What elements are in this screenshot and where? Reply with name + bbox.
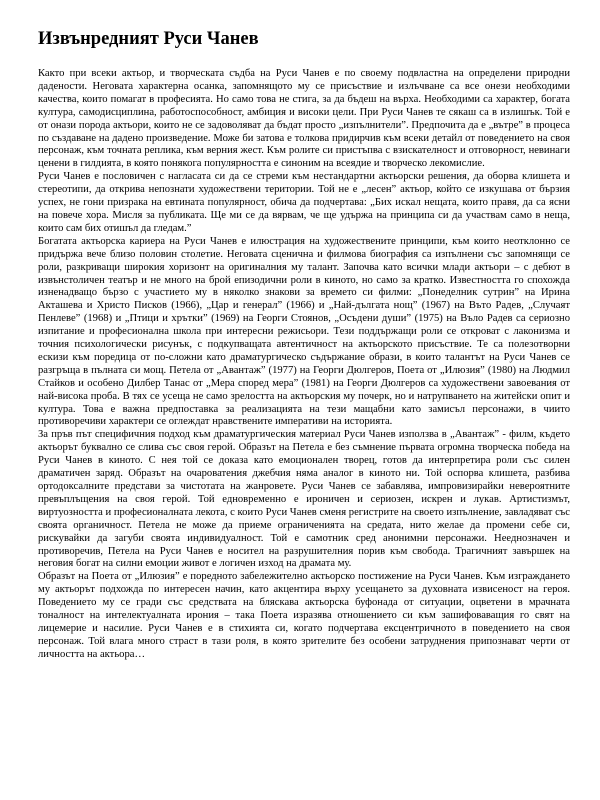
paragraph: За пръв път специфичния подход към драматургическия материал Руси Чанев използва в „Авантаж” - филм, където актьорът буквално се слива със своя герой. Образът на Петела е без съмнение първата огромна творческа победа на Руси Чанев в киното. С нея той се доказа като емоционален творец, готов да интерпретира роли със силен драматичен заряд. Образът на очароватения джебчия няма аналог в киното ни. Той оспорва клишета, разбива ортодоксалните представи за чистотата на жанровете. Руси Чанев се забавлява, импровизирайки невероятните превъплъщения на своя герой. Той едновременно е ироничен и сериозен, искрен и лукав. Артистизмът, виртуозността и професионалната лекота, с които Руси Чанев сменя регистрите на своето изпълнение, завладяват със своята органичност. Петела не може да приеме ограниченията на средата, нито желае да промени себе си, рискувайки да загуби своята индивидуалност. Той е самотник сред анонимни персонажи. Нееднозначен и противоречив, Петела на Руси Чанев е носител на разрушителния порив към свобода. Трагичният завършек на неговия богат на силни емоции живот е логичен изход на драмата му. (38, 429, 570, 570)
document-title: Извънредният Руси Чанев (38, 29, 259, 49)
paragraph: Богатата актьорска кариера на Руси Чанев е илюстрация на художествените принципи, към които неотклонно се придържа вече близо половин столетие. Неговата сценична и филмова биография са изпълнени със запомнящи се роли, разкриващи широкия хоризонт на оригиналния му талант. Започва като всички млади актьори – с дебют в извънстоличен театър и не много на брой епизодични роли в киното, но само за кратко. Известността го спохожда изненадващо бързо с участието му в няколко знакови за времето си филми: „Понеделник сутрин” на Ирина Акташева и Христо Писков (1966), „Цар и генерал” (1966) и „Най-дългата нощ” (1967) на Вътo Радев, „Случаят Пенлеве” (1968) и „Птици и хрътки” (1969) на Георги Стоянов, „Осъдени души” (1975) на Въло Радев са сериозно изпитание и професионална школа при интересни режисьори. Тези поддържащи роли се откроват с лаконизма и точния психологически рисунък, с подкупващата автентичност на актьорското присъствие. Те са полезотворни ескизи към поредица от по-сложни като драматургическо съдържание образи, в които талантът на Руси Чанев се разгръща в пълната си мощ. Петела от „Авантаж” (1977) на Георги Дюлгеров, Поета от „Илюзия” (1980) на Людмил Стайков и особено Дилбер Танас от „Мера според мера” (1981) на Георги Дюлгеров са художествени завоевания от най-висока проба. В тях се усеща не само зрелостта на актьорския му почерк, но и натрупването на житейски опит и култура. Това е важна предпоставка за реализацията на тези мащабни като замисъл персонажи, в чиито противоречиви характери се оглеждат нравствените императиви на историята. (38, 235, 570, 428)
paragraph: Както при всеки актьор, и творческата съдба на Руси Чанев е по своему подвластна на определени природни дадености. Неговата характерна осанка, запомнящото му се присъствие и излъчване са все онези необходими качества, които помагат в професията. Но само това не стига, за да бъдеш на върха. Необходими са характер, богата култура, самодисциплина, работоспособност, амбиция и високи цели. При Руси Чанев те сякаш са в излишък. Той е от онази порода актьори, които не се задоволяват да бъдат просто „изпълнители”. Предпочита да е „вътре” в процеса по създаване на дадено произведение. Може би затова е толкова придирчив към всеки детайл от поведението на своя персонаж, към точната реплика, към верния жест. Към ролите си пристъпва с взискателност и отговорност, невинаги ценени в гилдията, в която понякога популярността е синоним на всеядие и творческо лекомислие. (38, 68, 570, 170)
article-body (38, 68, 570, 662)
document-page (38, 28, 570, 662)
paragraph: Образът на Поета от „Илюзия” е поредното забележително актьорско постижение на Руси Чанев. Към изграждането му актьорът подхожда по интересен начин, като акцентира върху усещането за духовната извисеност на героя. Поведението му се гради със средствата на бляскава актьорска буфонада от ситуации, оцветени в мрачната тоналност на интелектуалната ирония – така Поета изразява отношението си към зашифоваващия го свят на лицемерие и насилие. Руси Чанев е в стихията си, когато подчертава ексцентричното в поведението на своя персонаж. Той влага много страст в тази роля, в която зрителите без особени затруднения припознават черти от личността на актьора… (38, 571, 570, 660)
paragraph: Руси Чанев е пословичен с нагласата си да се стреми към нестандартни актьорски решения, да оборва клишета и стереотипи, да открива непознати художествени територии. Той не е „лесен” актьор, който се изкушава от бързия успех, не гони призрака на евтината популярност, обича да подчертава: „Бих искал нещата, които правя, да са ясни на повече хора. Мисля за публиката. Ще ми се да вярвам, че ще удържа на принципа си да участвам само в неща, които сам бих отишъл да гледам.” (38, 171, 570, 234)
